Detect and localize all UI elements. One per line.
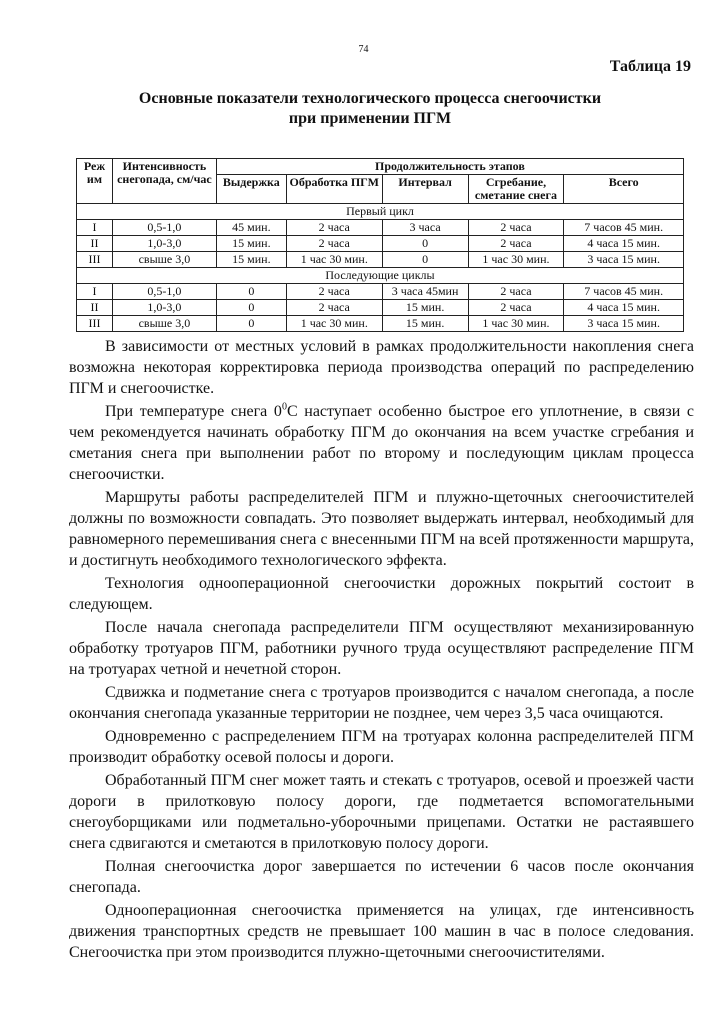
cell: 15 мин. xyxy=(216,236,286,252)
header-treatment: Обработка ПГМ xyxy=(286,175,382,204)
cell: свыше 3,0 xyxy=(112,252,216,268)
paragraph: Обработанный ПГМ снег может таять и стекать с тротуаров, осевой и проезжей части дороги в прилотковую полосу дороги, где подметается вспомогательными снегоуборщиками или подметально-уборочными прицепами. Остатки не растаявшего снега сдвигаются и сметаются в прилотковую полосу дороги. xyxy=(69,772,694,852)
cell: I xyxy=(77,220,113,236)
cell: 2 часа xyxy=(286,220,382,236)
cell: 45 мин. xyxy=(216,220,286,236)
paragraph: После начала снегопада распределители ПГМ осуществляют механизированную обработку тротуаров ПГМ, работники ручного труда осуществляют распределение ПГМ на тротуарах четной и нечетной сторон. xyxy=(69,619,694,678)
cell: 0,5-1,0 xyxy=(112,220,216,236)
superscript: 0 xyxy=(281,401,287,413)
cell: 3 часа 45мин xyxy=(382,284,468,300)
paragraph: Одновременно с распределением ПГМ на тротуарах колонна распределителей ПГМ производит обработку осевой полосы и дороги. xyxy=(69,728,694,766)
body-text xyxy=(69,336,694,965)
cell: 2 часа xyxy=(286,236,382,252)
cell: 2 часа xyxy=(468,236,564,252)
group-row xyxy=(77,268,684,284)
table-row xyxy=(77,284,684,300)
header-regime: Реж им xyxy=(77,159,113,204)
cell: 1,0-3,0 xyxy=(112,300,216,316)
title-line-2: при применении ПГМ xyxy=(288,110,452,127)
text-span: С наступает особенно быстрое его уплотнение, в связи с чем рекомендуется начинать обработку ПГМ до окончания на всем участке сгребания и сметания снега при выполнении работ по второму и последующим циклам процесса снегоочистки. xyxy=(69,403,695,483)
cell: III xyxy=(77,252,113,268)
paragraph: В зависимости от местных условий в рамках продолжительности накопления снега возможна некоторая корректировка периода производства операций по распределению ПГМ и снегоочистке. xyxy=(69,338,694,397)
cell: 15 мин. xyxy=(216,252,286,268)
cell: 7 часов 45 мин. xyxy=(564,220,684,236)
cell: 15 мин. xyxy=(382,300,468,316)
group-label-next-cycles: Последующие циклы xyxy=(77,268,684,284)
text-span: При температуре снега 0 xyxy=(105,403,282,420)
cell: 2 часа xyxy=(468,284,564,300)
paragraph: Однооперационная снегоочистка применяется на улицах, где интенсивность движения транспортных средств не превышает 100 машин в час в полосе следования. Снегоочистка при этом производится плужно-щеточными снегоочистителями. xyxy=(69,902,694,961)
table-row xyxy=(77,252,684,268)
paragraph: Сдвижка и подметание снега с тротуаров производится с началом снегопада, а после окончания снегопада указанные территории не позднее, чем через 3,5 часа очищаются. xyxy=(69,684,694,722)
cell: 1 час 30 мин. xyxy=(468,316,564,332)
cell: 1,0-3,0 xyxy=(112,236,216,252)
cell: 1 час 30 мин. xyxy=(468,252,564,268)
paragraph xyxy=(69,401,694,485)
snow-cleaning-table xyxy=(76,158,684,332)
cell: I xyxy=(77,284,113,300)
paragraph: Маршруты работы распределителей ПГМ и плужно-щеточных снегоочистителей должны по возможности совпадать. Это позволяет выдержать интервал, необходимый для равномерного перемешивания снега с внесенными ПГМ на всей протяженности маршрута, и достигнуть необходимого технологического эффекта. xyxy=(69,489,694,569)
cell: свыше 3,0 xyxy=(112,316,216,332)
cell: 0 xyxy=(216,316,286,332)
cell: 2 часа xyxy=(286,284,382,300)
cell: 1 час 30 мин. xyxy=(286,316,382,332)
cell: III xyxy=(77,316,113,332)
table-row xyxy=(77,220,684,236)
cell: 7 часов 45 мин. xyxy=(564,284,684,300)
cell: 4 часа 15 мин. xyxy=(564,300,684,316)
table-label: Таблица 19 xyxy=(609,58,691,75)
paragraph: Технология однооперационной снегоочистки дорожных покрытий состоит в следующем. xyxy=(69,575,694,613)
cell: 0 xyxy=(216,284,286,300)
header-intensity: Интенсивность снегопада, см/час xyxy=(112,159,216,204)
cell: II xyxy=(77,300,113,316)
table-body xyxy=(77,204,684,332)
paragraph: Полная снегоочистка дорог завершается по истечении 6 часов после окончания снегопада. xyxy=(69,858,694,896)
cell: 4 часа 15 мин. xyxy=(564,236,684,252)
cell: 3 часа xyxy=(382,220,468,236)
group-label-first-cycle: Первый цикл xyxy=(77,204,684,220)
document-title xyxy=(60,89,680,129)
cell: 0 xyxy=(382,236,468,252)
cell: 2 часа xyxy=(468,300,564,316)
header-exposure: Выдержка xyxy=(216,175,286,204)
cell: 2 часа xyxy=(286,300,382,316)
header-interval: Интервал xyxy=(382,175,468,204)
cell: 0 xyxy=(382,252,468,268)
title-line-1: Основные показатели технологического процесса снегоочистки xyxy=(138,90,602,107)
cell: 1 час 30 мин. xyxy=(286,252,382,268)
header-duration: Продолжительность этапов xyxy=(216,159,683,175)
cell: 15 мин. xyxy=(382,316,468,332)
table-row xyxy=(77,300,684,316)
group-row xyxy=(77,204,684,220)
cell: 3 часа 15 мин. xyxy=(564,252,684,268)
cell: 3 часа 15 мин. xyxy=(564,316,684,332)
header-plowing: Сгребание, сметание снега xyxy=(468,175,564,204)
page-number: 74 xyxy=(358,44,369,55)
cell: 2 часа xyxy=(468,220,564,236)
table-row xyxy=(77,316,684,332)
header-total: Всего xyxy=(564,175,684,204)
cell: 0 xyxy=(216,300,286,316)
cell: 0,5-1,0 xyxy=(112,284,216,300)
table-row xyxy=(77,236,684,252)
cell: II xyxy=(77,236,113,252)
